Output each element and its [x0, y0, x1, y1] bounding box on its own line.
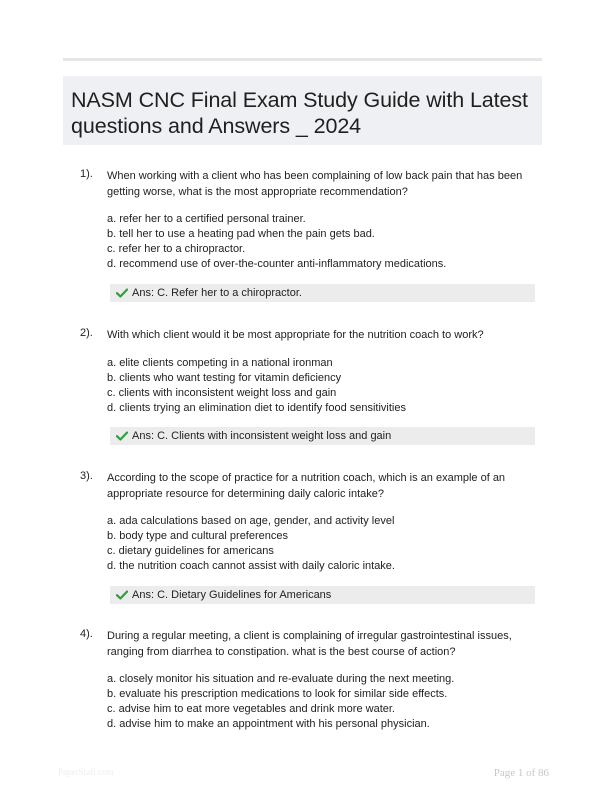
- question-text: During a regular meeting, a client is complaining of irregular gastrointestinal issues, ranging from diarrhea to constipation. what is the best course of action?: [107, 630, 512, 658]
- option-c: c. dietary guidelines for americans: [107, 545, 274, 557]
- option-b: b. body type and cultural preferences: [107, 530, 289, 542]
- option-b: b. clients who want testing for vitamin deficiency: [107, 372, 342, 384]
- option-a: a. closely monitor his situation and re-evaluate during the next meeting.: [107, 673, 455, 685]
- answer-box: [110, 427, 535, 445]
- footer-watermark: PaperStaff.com: [58, 767, 114, 777]
- answer-text: Ans: C. Refer her to a chiropractor.: [132, 287, 302, 299]
- page-title: NASM CNC Final Exam Study Guide with Latest questions and Answers _ 2024: [71, 88, 528, 138]
- option-list: [107, 672, 537, 732]
- answer-text: Ans: C. Clients with inconsistent weight loss and gain: [132, 430, 392, 442]
- option-a: a. ada calculations based on age, gender, and activity level: [107, 515, 395, 527]
- question-text: According to the scope of practice for a nutrition coach, which is an example of an appropriate resource for determining daily caloric intake?: [107, 472, 506, 500]
- question-number: 3).: [80, 470, 93, 482]
- option-c: c. clients with inconsistent weight loss and gain: [107, 387, 337, 399]
- option-d: d. the nutrition coach cannot assist with daily caloric intake.: [107, 560, 395, 572]
- option-b: b. tell her to use a heating pad when the pain gets bad.: [107, 228, 375, 240]
- option-d: d. clients trying an elimination diet to identify food sensitivities: [107, 402, 406, 414]
- header-divider: [63, 58, 542, 61]
- option-d: d. recommend use of over-the-counter anti-inflammatory medications.: [107, 258, 447, 270]
- checkmark-icon: [116, 590, 128, 600]
- question-number: 1).: [80, 168, 93, 180]
- question-number: 4).: [80, 628, 93, 640]
- option-a: a. elite clients competing in a national ironman: [107, 357, 333, 369]
- page-indicator: Page 1 of 86: [493, 767, 549, 779]
- answer-text: Ans: C. Dietary Guidelines for Americans: [132, 589, 332, 601]
- answer-box: [110, 586, 535, 604]
- option-d: d. advise him to make an appointment with his personal physician.: [107, 718, 430, 730]
- checkmark-icon: [116, 288, 128, 298]
- title-banner: [63, 76, 542, 145]
- option-list: [107, 356, 537, 416]
- option-list: [107, 212, 537, 272]
- answer-box: [110, 284, 535, 302]
- question-text: When working with a client who has been complaining of low back pain that has been getting worse, what is the most appropriate recommendation?: [107, 170, 523, 198]
- question-number: 2).: [80, 327, 93, 339]
- checkmark-icon: [116, 431, 128, 441]
- option-list: [107, 514, 537, 574]
- option-a: a. refer her to a certified personal trainer.: [107, 213, 306, 225]
- option-c: c. advise him to eat more vegetables and drink more water.: [107, 703, 395, 715]
- option-b: b. evaluate his prescription medications to look for similar side effects.: [107, 688, 448, 700]
- option-c: c. refer her to a chiropractor.: [107, 243, 246, 255]
- question-text: With which client would it be most appropriate for the nutrition coach to work?: [107, 329, 484, 341]
